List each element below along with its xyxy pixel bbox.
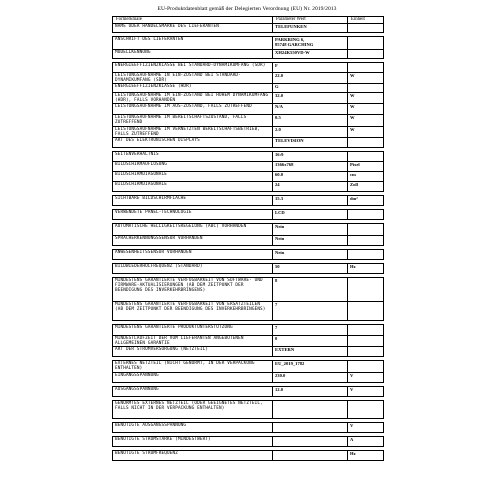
parameter-value (273, 436, 348, 446)
parameter-value: TELEVISION (273, 137, 348, 147)
parameter-value: LCD (273, 209, 348, 219)
table-row (113, 209, 384, 219)
feature-label: LEISTUNGSAUFNAHME IM BEREITSCHAFTSZUSTAND, FALLS ZUTREFFEND (113, 115, 273, 126)
document-title: EU-Produktdatenblatt gemäß der Delegierten Verordnung (EU) Nr. 2019/2013 (157, 6, 337, 12)
unit-value: W (348, 126, 384, 137)
table-row (113, 324, 384, 335)
unit-value (348, 63, 384, 73)
unit-value (348, 360, 384, 372)
feature-label: MODELLKENNUNG (113, 50, 273, 59)
feature-label: MINDESTENS GARANTIERTE VERFÜGBARKEIT VON SOFTWARE- UND FIRMWARE-AKTUALISIERUNGEN (AB DEM ZEITPUNKT DER BEENDIGUNG DES INVERKEHRBRINGENS) (113, 277, 273, 301)
unit-value (348, 346, 384, 356)
feature-label: AUTOMATISCHE HELLIGKEITSREGELUNG (ABC) VORHANDEN (113, 223, 273, 235)
unit-value (348, 37, 384, 50)
table-row (113, 335, 384, 346)
table-row (113, 63, 384, 73)
parameter-value: 2.0 (273, 126, 348, 137)
table-row (113, 171, 384, 181)
table-row (113, 151, 384, 161)
table-row (113, 104, 384, 115)
unit-value: dm² (348, 195, 384, 205)
table-header-row (113, 17, 384, 24)
parameter-value: 0.5 (273, 115, 348, 126)
table-row (113, 84, 384, 93)
parameter-value: 50 (273, 263, 348, 273)
feature-label: EXTERNES NETZTEIL (NICHT GENORMT, IN DER VERPACKUNG ENTHALTEN) (113, 360, 273, 372)
feature-label: BILDWIEDERHOLFREQUENZ (STANDARD) (113, 263, 273, 273)
feature-label: ART DER STROMVERSORGUNG (NETZTEIL) (113, 346, 273, 356)
table-row (113, 235, 384, 245)
feature-label: BILDSCHIRMAUFLÖSUNG (113, 161, 273, 171)
unit-value: V (348, 386, 384, 396)
feature-label: LEISTUNGSAUFNAHME IM VERNETZTEN BEREITSCHAFTSBETRIEB, FALLS ZUTREFFEND (113, 126, 273, 137)
table-row (113, 450, 384, 460)
parameter-value: 8 (273, 277, 348, 301)
parameter-value: 32.0 (273, 93, 348, 104)
feature-label: ART DES ELEKTRONISCHEN DISPLAYS (113, 137, 273, 147)
table-row (113, 277, 384, 301)
feature-label: LEISTUNGSAUFNAHME IM AUS-ZUSTAND, FALLS ZUTREFFEND (113, 104, 273, 115)
unit-value (348, 335, 384, 346)
parameter-value: G (273, 84, 348, 93)
unit-value: Pixel (348, 161, 384, 171)
unit-value (348, 50, 384, 59)
parameter-value: EU_2019_1782 (273, 360, 348, 372)
feature-label: ANSCHRIFT DES LIEFERANTEN (113, 37, 273, 50)
product-data-table (112, 16, 384, 461)
parameter-value: XH24K550VD-W (273, 50, 348, 59)
parameter-value: 60.0 (273, 171, 348, 181)
unit-value (348, 151, 384, 161)
table-row (113, 115, 384, 126)
parameter-value: Nein (273, 249, 348, 259)
parameter-value: EXTERN (273, 346, 348, 356)
parameter-value (273, 400, 348, 418)
feature-label: ANWESENHEITSSENSOR VORHANDEN (113, 249, 273, 259)
header-value: Parameter Wert (273, 17, 348, 24)
parameter-value: 16:9 (273, 151, 348, 161)
feature-label: SPRACHERKENNUNGSSENSOR VORHANDEN (113, 235, 273, 245)
feature-label: SICHTBARE BILDSCHIRMFLÄCHE (113, 195, 273, 205)
table-row (113, 161, 384, 171)
parameter-value: 7 (273, 301, 348, 320)
table-row (113, 223, 384, 235)
unit-value (348, 249, 384, 259)
feature-label: BENÖTIGTE STROMFREQUENZ (113, 450, 273, 460)
parameter-value: 230.0 (273, 372, 348, 382)
parameter-value: 7 (273, 324, 348, 335)
feature-label: NAME ODER HANDELSMARKE DES LIEFERANTEN (113, 24, 273, 33)
feature-label: ENERGIEEFFIZIENZKLASSE BEI STANDARD-DYNAMIKUMFANG (SDR) (113, 63, 273, 73)
unit-value (348, 301, 384, 320)
parameter-value: TELEFUNKEN (273, 24, 348, 33)
unit-value: Hz (348, 450, 384, 460)
unit-value (348, 209, 384, 219)
unit-value: W (348, 93, 384, 104)
feature-label: BENÖTIGTE AUSGANGSSPANNUNG (113, 422, 273, 432)
unit-value (348, 223, 384, 235)
parameter-value: Nein (273, 223, 348, 235)
table-row (113, 137, 384, 147)
table-row (113, 301, 384, 320)
unit-value: Zoll (348, 181, 384, 191)
table-row (113, 400, 384, 418)
feature-label: SEITENVERHÄLTNIS (113, 151, 273, 161)
parameter-value: PARKRING 6, 85748 GARCHING (273, 37, 348, 50)
table-row (113, 249, 384, 259)
table-row (113, 360, 384, 372)
header-feature: Formerkmale (113, 17, 273, 24)
parameter-value: N/A (273, 104, 348, 115)
parameter-value: 22.0 (273, 73, 348, 84)
feature-label: EINGANGSSPANNUNG (113, 372, 273, 382)
parameter-value: 12.0 (273, 386, 348, 396)
feature-label: BILDSCHIRMDIAGONALE (113, 181, 273, 191)
header-unit: Einheit (348, 17, 384, 24)
parameter-value: 1366x768 (273, 161, 348, 171)
unit-value: A (348, 436, 384, 446)
table-row (113, 263, 384, 273)
table-row (113, 126, 384, 137)
parameter-value: Nein (273, 235, 348, 245)
parameter-value: F (273, 63, 348, 73)
table-row (113, 93, 384, 104)
unit-value (348, 235, 384, 245)
parameter-value: 0 (273, 335, 348, 346)
unit-value (348, 84, 384, 93)
unit-value: W (348, 104, 384, 115)
table-row (113, 346, 384, 356)
parameter-value (273, 422, 348, 432)
unit-value: V (348, 372, 384, 382)
unit-value: W (348, 73, 384, 84)
unit-value (348, 277, 384, 301)
table-row (113, 73, 384, 84)
unit-value (348, 24, 384, 33)
table-row (113, 195, 384, 205)
feature-label: MINDESTENS GARANTIERTE PRODUKTUNTERSTÜTZUNG (113, 324, 273, 335)
parameter-value: 24 (273, 181, 348, 191)
unit-value: V (348, 422, 384, 432)
unit-value (348, 324, 384, 335)
feature-label: AUSGANGSSPANNUNG (113, 386, 273, 396)
feature-label: VERWENDETE PANEL-TECHNOLOGIE (113, 209, 273, 219)
parameter-value: 15.3 (273, 195, 348, 205)
unit-value (348, 400, 384, 418)
table-row (113, 436, 384, 446)
parameter-value (273, 450, 348, 460)
unit-value (348, 137, 384, 147)
table-body (113, 24, 384, 461)
feature-label: ENERGIEEFFIZIENZKLASSE (HDR) (113, 84, 273, 93)
table-row (113, 181, 384, 191)
table-row (113, 37, 384, 50)
feature-label: LEISTUNGSAUFNAHME IM EIN-ZUSTAND BEI HOHEM DYNAMIKUMFANG (HDR), FALLS VORHANDEN (113, 93, 273, 104)
feature-label: MINDESTLAUFZEIT DER VOM LIEFERANTEN ANGEBOTENEN ALLGEMEINEN GARANTIE (113, 335, 273, 346)
unit-value: W (348, 115, 384, 126)
feature-label: MINDESTENS GARANTIERTE VERFÜGBARKEIT VON ERSATZTEILEN (AB DEM ZEITPUNKT DER BEENDIGUNG DES INVERKEHRBRINGENS) (113, 301, 273, 320)
feature-label: BILDSCHIRMDIAGONALE (113, 171, 273, 181)
table-row (113, 372, 384, 382)
feature-label: GENORMTES EXTERNES NETZTEIL (ODER GEEIGNETES NETZTEIL, FALLS NICHT IN DER VERPACKUNG ENTHALTEN) (113, 400, 273, 418)
feature-label: LEISTUNGSAUFNAHME IN EIN-ZUSTAND BEI STANDARD-DYNAMIKUMFANG (SDR) (113, 73, 273, 84)
table-row (113, 24, 384, 33)
feature-label: BENÖTIGTE STROMSTÄRKE (MINDESTWERT) (113, 436, 273, 446)
unit-value: Hz (348, 263, 384, 273)
table-row (113, 422, 384, 432)
unit-value: cm (348, 171, 384, 181)
table-row (113, 50, 384, 59)
table-row (113, 386, 384, 396)
